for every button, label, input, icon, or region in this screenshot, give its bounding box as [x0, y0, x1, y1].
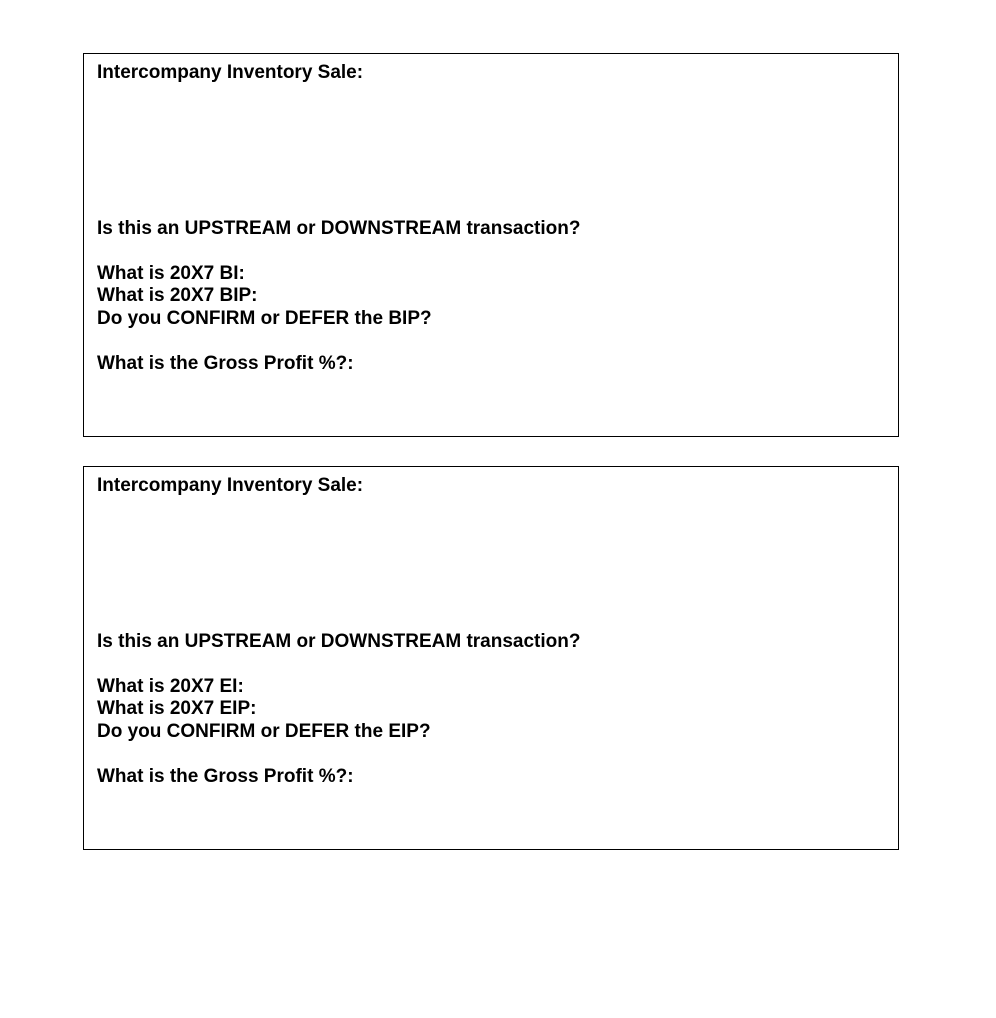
gross-profit-question: What is the Gross Profit %?: [97, 766, 354, 787]
gross-profit-question: What is the Gross Profit %?: [97, 353, 354, 374]
worksheet-title: Intercompany Inventory Sale: [97, 62, 364, 83]
direction-question: Is this an UPSTREAM or DOWNSTREAM transaction? [97, 218, 581, 239]
worksheet-title: Intercompany Inventory Sale: [97, 475, 364, 496]
profit-question: What is 20X7 BIP: [97, 285, 258, 306]
worksheet-box-ending-inventory [83, 466, 899, 850]
worksheet-box-beginning-inventory [83, 53, 899, 437]
direction-question: Is this an UPSTREAM or DOWNSTREAM transaction? [97, 631, 581, 652]
confirm-question: Do you CONFIRM or DEFER the BIP? [97, 308, 432, 329]
inventory-question: What is 20X7 BI: [97, 263, 245, 284]
inventory-question: What is 20X7 EI: [97, 676, 244, 697]
profit-question: What is 20X7 EIP: [97, 698, 257, 719]
confirm-question: Do you CONFIRM or DEFER the EIP? [97, 721, 431, 742]
